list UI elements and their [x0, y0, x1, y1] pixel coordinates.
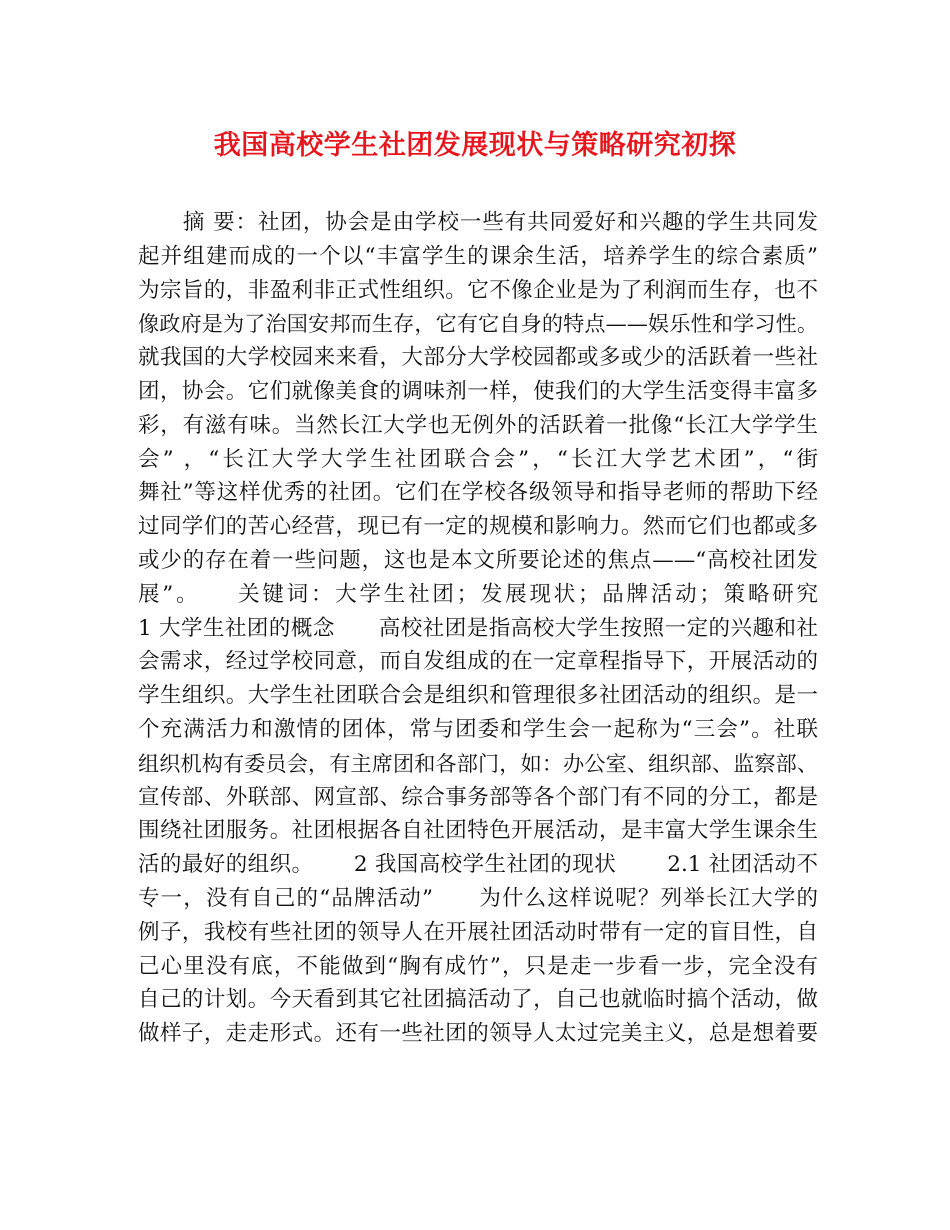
body-line: 或少的存在着一些问题，这也是本文所要论述的焦点——“高校社团发	[138, 547, 818, 573]
body-line: 专一，没有自己的“品牌活动” 为什么这样说呢？列举长江大学的	[138, 885, 818, 911]
body-line: 团，协会。它们就像美食的调味剂一样，使我们的大学生活变得丰富多	[138, 378, 818, 404]
body-line: 己心里没有底，不能做到“胸有成竹”，只是走一步看一步，完全没有	[138, 953, 818, 979]
document-title: 我国高校学生社团发展现状与策略研究初探	[213, 130, 737, 161]
body-line: 个充满活力和激情的团体，常与团委和学生会一起称为“三会”。社联	[138, 716, 818, 742]
body-line: 像政府是为了治国安邦而生存，它有它自身的特点——娱乐性和学习性。	[138, 311, 818, 337]
body-line: 组织机构有委员会，有主席团和各部门，如：办公室、组织部、监察部、	[138, 750, 818, 776]
body-line: 会” ，“长江大学大学生社团联合会”，“长江大学艺术团”，“街	[138, 446, 818, 472]
body-line: 舞社”等这样优秀的社团。它们在学校各级领导和指导老师的帮助下经	[138, 480, 818, 506]
body-line: 摘 要：社团，协会是由学校一些有共同爱好和兴趣的学生共同发	[138, 210, 818, 235]
body-line: 活的最好的组织。 2 我国高校学生社团的现状 2.1 社团活动不	[138, 852, 818, 878]
body-line: 起并组建而成的一个以“丰富学生的课余生活，培养学生的综合素质”	[138, 243, 818, 269]
body-line: 会需求，经过学校同意，而自发组成的在一定章程指导下，开展活动的	[138, 649, 818, 675]
document-body	[138, 206, 818, 1051]
body-line: 彩，有滋有味。当然长江大学也无例外的活跃着一批像“长江大学学生	[138, 412, 818, 438]
body-line: 展”。 关键词：大学生社团；发展现状；品牌活动；策略研究	[138, 581, 818, 607]
body-line: 就我国的大学校园来来看，大部分大学校园都或多或少的活跃着一些社	[138, 345, 818, 371]
body-line: 过同学们的苦心经营，现已有一定的规模和影响力。然而它们也都或多	[138, 514, 818, 540]
body-line: 宣传部、外联部、网宣部、综合事务部等各个部门有不同的分工，都是	[138, 784, 818, 810]
body-line: 围绕社团服务。社团根据各自社团特色开展活动，是丰富大学生课余生	[138, 818, 818, 844]
body-line: 学生组织。大学生社团联合会是组织和管理很多社团活动的组织。是一	[138, 683, 818, 709]
body-line: 做样子，走走形式。还有一些社团的领导人太过完美主义，总是想着要	[138, 1021, 818, 1047]
body-line: 例子，我校有些社团的领导人在开展社团活动时带有一定的盲目性，自	[138, 919, 818, 945]
body-line: 为宗旨的，非盈利非正式性组织。它不像企业是为了利润而生存，也不	[138, 277, 818, 303]
body-line: 1 大学生社团的概念 高校社团是指高校大学生按照一定的兴趣和社	[138, 615, 818, 641]
body-line: 自己的计划。今天看到其它社团搞活动了，自己也就临时搞个活动，做	[138, 987, 818, 1013]
